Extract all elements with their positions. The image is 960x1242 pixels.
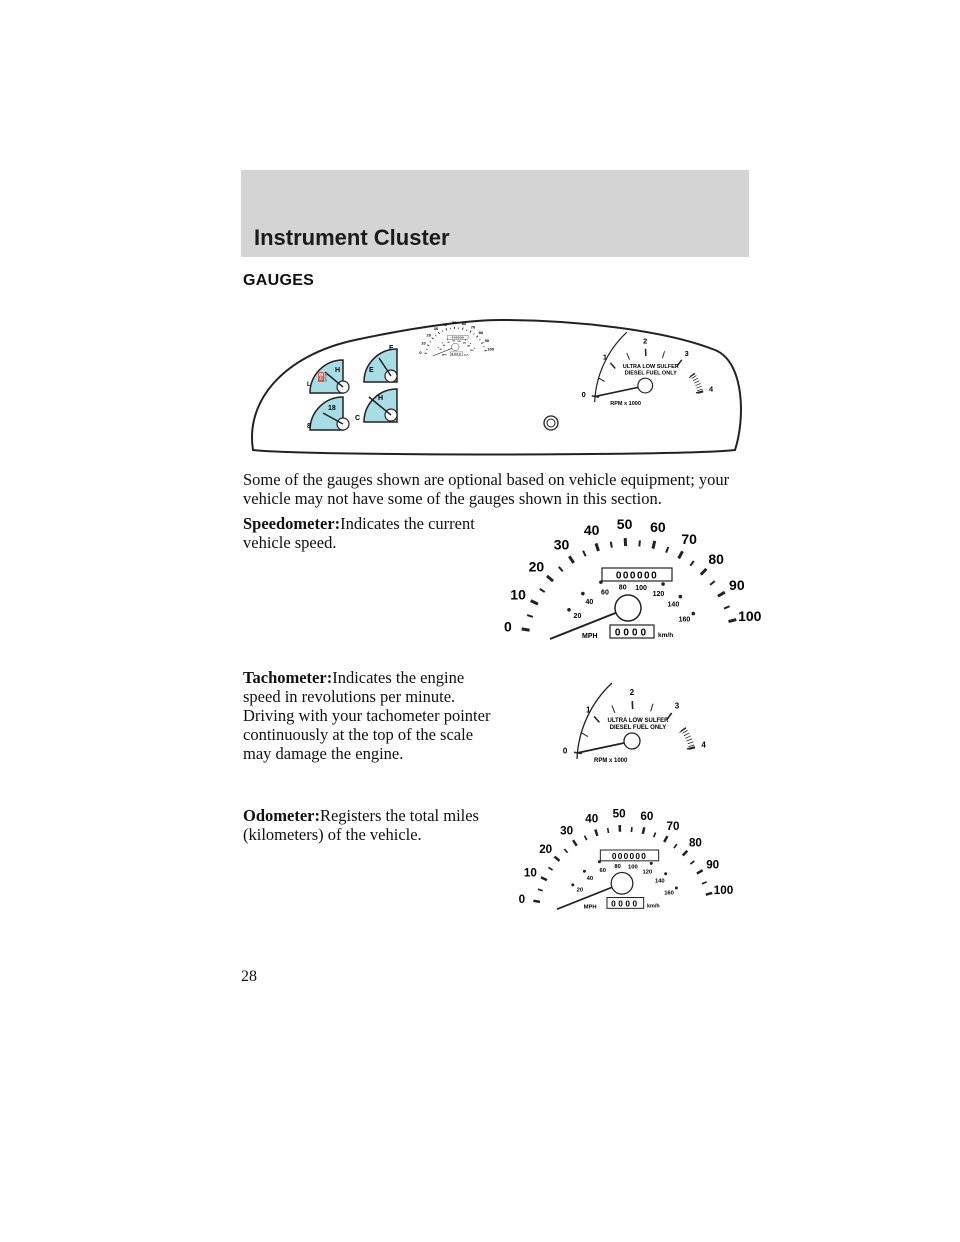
svg-text:E: E bbox=[369, 367, 374, 374]
svg-text:C: C bbox=[355, 415, 361, 422]
speedometer-illustration bbox=[520, 508, 760, 658]
odometer-description bbox=[243, 806, 498, 844]
svg-text:18: 18 bbox=[328, 405, 336, 412]
svg-text:8: 8 bbox=[307, 423, 311, 430]
tachometer-description bbox=[243, 668, 498, 763]
tachometer-illustration bbox=[560, 673, 710, 773]
page-number: 28 bbox=[241, 968, 257, 985]
svg-text:F: F bbox=[389, 345, 394, 352]
tachometer-term: Tachometer: bbox=[243, 668, 333, 687]
odometer-text: Registers the total miles (kilometers) of the vehicle. bbox=[243, 806, 479, 844]
svg-text:H: H bbox=[335, 367, 341, 374]
chapter-header bbox=[241, 170, 749, 257]
reset-knob-icon bbox=[544, 416, 558, 430]
speedometer-text: Indicates the current vehicle speed. bbox=[243, 514, 475, 552]
oil-can-icon: ⛽ bbox=[317, 372, 329, 382]
chapter-title: Instrument Cluster bbox=[254, 225, 450, 250]
svg-text:L: L bbox=[307, 382, 311, 388]
instrument-cluster-illustration bbox=[245, 300, 745, 460]
tachometer-text: Indicates the engine speed in revolutions per minute. Driving with your tachometer pointer continuously at the top of the scale may damage the engine. bbox=[243, 668, 491, 763]
section-title: GAUGES bbox=[243, 272, 315, 289]
svg-text:H: H bbox=[378, 395, 384, 402]
intro-paragraph: Some of the gauges shown are optional based on vehicle equipment; your vehicle may not have some of the gauges shown in this section. bbox=[243, 470, 730, 508]
odometer-illustration bbox=[532, 800, 732, 925]
speedometer-term: Speedometer: bbox=[243, 514, 341, 533]
odometer-term: Odometer: bbox=[243, 806, 320, 825]
speedometer-description bbox=[243, 514, 498, 552]
